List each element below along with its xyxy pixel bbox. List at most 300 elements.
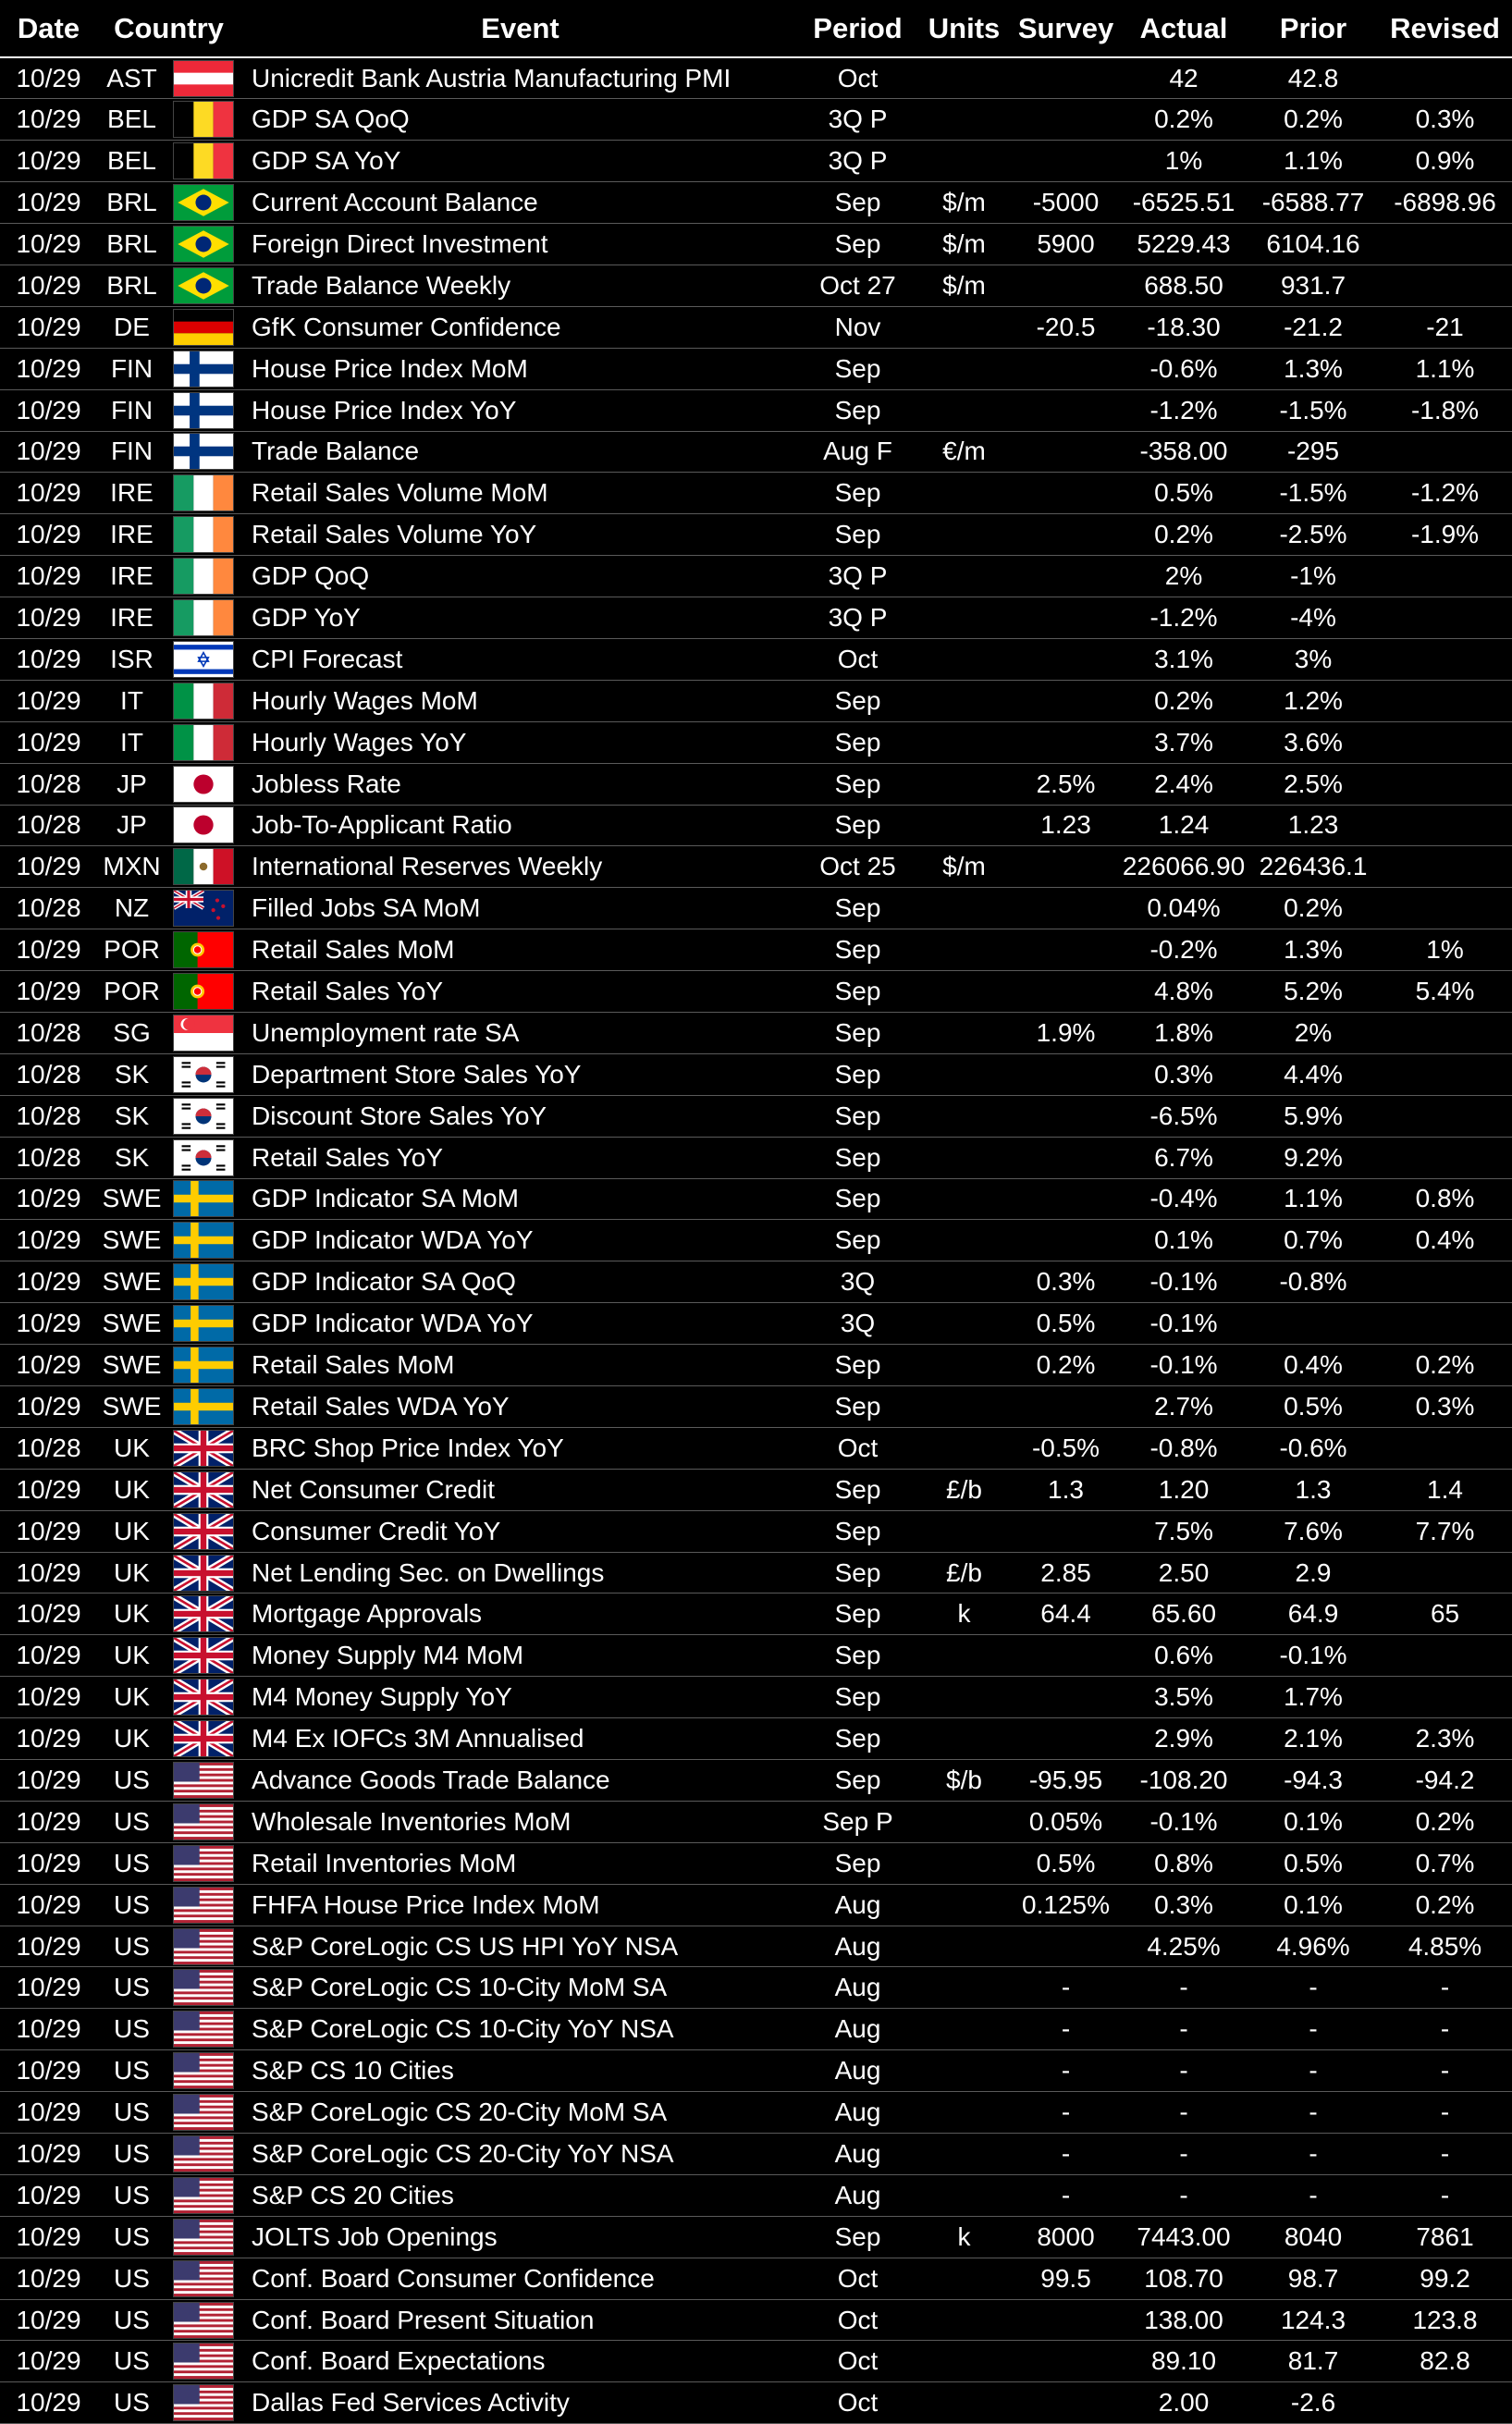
cell-actual: 5229.43 [1119, 224, 1248, 265]
cell-country: FIN [97, 389, 166, 431]
cell-prior: 8040 [1248, 2216, 1378, 2258]
cell-event: Trade Balance Weekly [240, 265, 800, 306]
cell-prior: 98.7 [1248, 2258, 1378, 2299]
cell-units [916, 2382, 1013, 2424]
usa-flag-icon [173, 2135, 234, 2172]
uk-flag-icon [173, 1430, 234, 1467]
cell-survey [1013, 514, 1119, 556]
cell-actual: 2.50 [1119, 1552, 1248, 1593]
cell-event: JOLTS Job Openings [240, 2216, 800, 2258]
cell-period: Sep [800, 2216, 916, 2258]
cell-prior [1248, 1303, 1378, 1345]
cell-flag [166, 638, 240, 680]
cell-date: 10/29 [0, 389, 97, 431]
table-row [0, 763, 1512, 805]
cell-event: Retail Sales YoY [240, 1137, 800, 1178]
cell-flag [166, 1178, 240, 1220]
cell-survey [1013, 846, 1119, 888]
cell-country: ISR [97, 638, 166, 680]
cell-country: IRE [97, 473, 166, 514]
cell-actual: -0.2% [1119, 929, 1248, 971]
table-row [0, 888, 1512, 929]
cell-country: NZ [97, 888, 166, 929]
table-row [0, 2174, 1512, 2216]
cell-prior: 5.2% [1248, 971, 1378, 1013]
cell-revised [1378, 638, 1512, 680]
cell-units [916, 2050, 1013, 2092]
cell-date: 10/28 [0, 1095, 97, 1137]
cell-survey [1013, 2382, 1119, 2424]
table-row [0, 224, 1512, 265]
cell-actual: 0.04% [1119, 888, 1248, 929]
table-row [0, 597, 1512, 639]
finland-flag-icon [173, 392, 234, 429]
cell-event: GDP QoQ [240, 556, 800, 597]
table-row [0, 1884, 1512, 1926]
cell-date: 10/28 [0, 805, 97, 846]
cell-actual: 42 [1119, 57, 1248, 99]
cell-prior: 1.3% [1248, 929, 1378, 971]
cell-prior: -21.2 [1248, 306, 1378, 348]
header-revised: Revised [1378, 0, 1512, 57]
cell-survey: 2.5% [1013, 763, 1119, 805]
table-row [0, 1303, 1512, 1345]
cell-period: Sep [800, 1137, 916, 1178]
header-prior: Prior [1248, 0, 1378, 57]
table-row [0, 1053, 1512, 1095]
cell-event: CPI Forecast [240, 638, 800, 680]
cell-prior: 9.2% [1248, 1137, 1378, 1178]
cell-actual: 1.20 [1119, 1469, 1248, 1510]
cell-country: US [97, 1760, 166, 1802]
cell-date: 10/29 [0, 1842, 97, 1884]
sweden-flag-icon [173, 1347, 234, 1384]
cell-units: £/b [916, 1552, 1013, 1593]
header-row [0, 0, 1512, 57]
cell-date: 10/28 [0, 1053, 97, 1095]
cell-event: Conf. Board Consumer Confidence [240, 2258, 800, 2299]
cell-country: SG [97, 1012, 166, 1053]
cell-event: Hourly Wages YoY [240, 721, 800, 763]
cell-units [916, 1261, 1013, 1303]
cell-period: Oct [800, 2258, 916, 2299]
cell-flag [166, 2174, 240, 2216]
cell-event: S&P CoreLogic CS 10-City YoY NSA [240, 2009, 800, 2050]
cell-date: 10/29 [0, 971, 97, 1013]
usa-flag-icon [173, 1762, 234, 1799]
cell-period: Oct [800, 57, 916, 99]
cell-actual: -1.2% [1119, 597, 1248, 639]
cell-survey [1013, 389, 1119, 431]
cell-survey: 5900 [1013, 224, 1119, 265]
cell-actual: 3.5% [1119, 1677, 1248, 1718]
cell-prior: -1.5% [1248, 389, 1378, 431]
cell-flag [166, 431, 240, 473]
cell-country: IRE [97, 556, 166, 597]
cell-prior: 2.1% [1248, 1718, 1378, 1760]
cell-flag [166, 1718, 240, 1760]
italy-flag-icon [173, 683, 234, 720]
cell-units: €/m [916, 431, 1013, 473]
cell-units [916, 929, 1013, 971]
cell-flag [166, 1677, 240, 1718]
cell-survey: - [1013, 2092, 1119, 2134]
cell-event: Retail Sales MoM [240, 929, 800, 971]
cell-survey: - [1013, 2009, 1119, 2050]
cell-flag [166, 888, 240, 929]
cell-units [916, 2174, 1013, 2216]
cell-actual: 6.7% [1119, 1137, 1248, 1178]
cell-date: 10/29 [0, 348, 97, 389]
cell-revised [1378, 1303, 1512, 1345]
cell-flag [166, 1510, 240, 1552]
table-row [0, 1386, 1512, 1428]
cell-country: US [97, 2134, 166, 2175]
cell-survey: -5000 [1013, 182, 1119, 224]
cell-units [916, 1053, 1013, 1095]
cell-revised [1378, 1635, 1512, 1677]
cell-period: Sep [800, 1095, 916, 1137]
cell-period: Sep [800, 1012, 916, 1053]
cell-flag [166, 2258, 240, 2299]
cell-actual: -6.5% [1119, 1095, 1248, 1137]
cell-units [916, 805, 1013, 846]
cell-event: S&P CoreLogic CS US HPI YoY NSA [240, 1926, 800, 1967]
uk-flag-icon [173, 1595, 234, 1632]
cell-units [916, 1427, 1013, 1469]
table-row [0, 1842, 1512, 1884]
cell-revised [1378, 1012, 1512, 1053]
cell-country: US [97, 2216, 166, 2258]
cell-country: UK [97, 1677, 166, 1718]
cell-units [916, 1842, 1013, 1884]
cell-survey: 1.3 [1013, 1469, 1119, 1510]
cell-units: $/m [916, 265, 1013, 306]
cell-actual: 0.2% [1119, 680, 1248, 721]
table-row [0, 2299, 1512, 2341]
cell-period: Sep [800, 1760, 916, 1802]
cell-event: GDP SA YoY [240, 141, 800, 182]
cell-event: Conf. Board Present Situation [240, 2299, 800, 2341]
cell-revised [1378, 1427, 1512, 1469]
cell-date: 10/29 [0, 2009, 97, 2050]
cell-date: 10/29 [0, 1178, 97, 1220]
table-row [0, 1469, 1512, 1510]
table-row [0, 141, 1512, 182]
cell-units [916, 1884, 1013, 1926]
cell-survey: 99.5 [1013, 2258, 1119, 2299]
cell-survey: 2.85 [1013, 1552, 1119, 1593]
cell-survey [1013, 721, 1119, 763]
cell-prior: 124.3 [1248, 2299, 1378, 2341]
cell-period: Sep [800, 1053, 916, 1095]
table-row [0, 1552, 1512, 1593]
table-row [0, 1677, 1512, 1718]
table-row [0, 99, 1512, 141]
cell-flag [166, 1137, 240, 1178]
cell-revised [1378, 846, 1512, 888]
cell-period: Sep [800, 763, 916, 805]
japan-flag-icon [173, 766, 234, 803]
cell-revised: - [1378, 2134, 1512, 2175]
cell-revised [1378, 265, 1512, 306]
cell-units [916, 2258, 1013, 2299]
cell-date: 10/29 [0, 2341, 97, 2382]
cell-country: MXN [97, 846, 166, 888]
cell-units [916, 141, 1013, 182]
header-date: Date [0, 0, 97, 57]
cell-revised [1378, 805, 1512, 846]
cell-country: BRL [97, 182, 166, 224]
table-header [0, 0, 1512, 57]
cell-country: US [97, 2299, 166, 2341]
cell-survey [1013, 1137, 1119, 1178]
cell-date: 10/29 [0, 431, 97, 473]
cell-period: Sep [800, 1635, 916, 1677]
cell-survey [1013, 556, 1119, 597]
cell-prior: 1.23 [1248, 805, 1378, 846]
cell-revised: 1.4 [1378, 1469, 1512, 1510]
cell-survey [1013, 638, 1119, 680]
cell-units [916, 721, 1013, 763]
cell-revised: -1.2% [1378, 473, 1512, 514]
cell-flag [166, 805, 240, 846]
cell-event: Job-To-Applicant Ratio [240, 805, 800, 846]
cell-prior: -94.3 [1248, 1760, 1378, 1802]
cell-event: Dallas Fed Services Activity [240, 2382, 800, 2424]
table-row [0, 556, 1512, 597]
cell-actual: 7.5% [1119, 1510, 1248, 1552]
cell-event: Foreign Direct Investment [240, 224, 800, 265]
cell-period: Aug F [800, 431, 916, 473]
cell-actual: 0.6% [1119, 1635, 1248, 1677]
cell-units [916, 763, 1013, 805]
cell-units [916, 2092, 1013, 2134]
cell-actual: 2.00 [1119, 2382, 1248, 2424]
cell-actual: 138.00 [1119, 2299, 1248, 2341]
israel-flag-icon [173, 641, 234, 678]
cell-country: US [97, 2092, 166, 2134]
table-row [0, 431, 1512, 473]
usa-flag-icon [173, 1928, 234, 1965]
cell-country: DE [97, 306, 166, 348]
cell-revised: 0.3% [1378, 1386, 1512, 1428]
table-row [0, 1095, 1512, 1137]
table-row [0, 1220, 1512, 1261]
cell-country: IT [97, 680, 166, 721]
cell-country: UK [97, 1469, 166, 1510]
table-row [0, 971, 1512, 1013]
cell-country: FIN [97, 431, 166, 473]
cell-revised [1378, 680, 1512, 721]
cell-actual: 2.4% [1119, 763, 1248, 805]
table-row [0, 1635, 1512, 1677]
cell-event: S&P CS 10 Cities [240, 2050, 800, 2092]
cell-period: 3Q P [800, 597, 916, 639]
cell-actual: 688.50 [1119, 265, 1248, 306]
cell-actual: 0.3% [1119, 1884, 1248, 1926]
usa-flag-icon [173, 1803, 234, 1840]
cell-flag [166, 2382, 240, 2424]
cell-actual: 2% [1119, 556, 1248, 597]
cell-country: SWE [97, 1303, 166, 1345]
cell-date: 10/29 [0, 2258, 97, 2299]
south-korea-flag-icon [173, 1139, 234, 1176]
table-row [0, 182, 1512, 224]
cell-survey [1013, 1718, 1119, 1760]
cell-prior: 6104.16 [1248, 224, 1378, 265]
table-row [0, 57, 1512, 99]
cell-revised [1378, 2382, 1512, 2424]
cell-period: Aug [800, 2009, 916, 2050]
cell-revised: - [1378, 2050, 1512, 2092]
cell-survey: 0.125% [1013, 1884, 1119, 1926]
table-row [0, 2050, 1512, 2092]
cell-period: Sep [800, 971, 916, 1013]
cell-event: Unemployment rate SA [240, 1012, 800, 1053]
cell-revised: 0.4% [1378, 1220, 1512, 1261]
cell-revised [1378, 1053, 1512, 1095]
cell-event: Trade Balance [240, 431, 800, 473]
cell-date: 10/29 [0, 1469, 97, 1510]
cell-period: Oct [800, 1427, 916, 1469]
ireland-flag-icon [173, 474, 234, 511]
cell-prior: - [1248, 1967, 1378, 2009]
cell-units [916, 2341, 1013, 2382]
cell-revised: 123.8 [1378, 2299, 1512, 2341]
cell-survey: 0.5% [1013, 1842, 1119, 1884]
cell-units [916, 389, 1013, 431]
table-row [0, 514, 1512, 556]
south-korea-flag-icon [173, 1056, 234, 1093]
cell-actual: 7443.00 [1119, 2216, 1248, 2258]
cell-revised: - [1378, 1967, 1512, 2009]
cell-period: Aug [800, 2134, 916, 2175]
cell-date: 10/29 [0, 597, 97, 639]
cell-revised: 0.7% [1378, 1842, 1512, 1884]
cell-period: Sep [800, 1593, 916, 1635]
cell-survey [1013, 1677, 1119, 1718]
cell-revised: - [1378, 2009, 1512, 2050]
uk-flag-icon [173, 1679, 234, 1716]
cell-actual: -6525.51 [1119, 182, 1248, 224]
cell-prior: -6588.77 [1248, 182, 1378, 224]
cell-period: Sep [800, 1345, 916, 1386]
singapore-flag-icon [173, 1015, 234, 1052]
cell-actual: 1% [1119, 141, 1248, 182]
header-event: Event [240, 0, 800, 57]
cell-event: FHFA House Price Index MoM [240, 1884, 800, 1926]
uk-flag-icon [173, 1720, 234, 1757]
cell-country: US [97, 2009, 166, 2050]
cell-prior: 1.7% [1248, 1677, 1378, 1718]
portugal-flag-icon [173, 973, 234, 1010]
cell-flag [166, 971, 240, 1013]
cell-country: UK [97, 1593, 166, 1635]
cell-units [916, 57, 1013, 99]
cell-flag [166, 763, 240, 805]
cell-flag [166, 1760, 240, 1802]
cell-date: 10/29 [0, 1718, 97, 1760]
cell-flag [166, 1884, 240, 1926]
cell-units [916, 1801, 1013, 1842]
cell-prior: -0.6% [1248, 1427, 1378, 1469]
cell-date: 10/28 [0, 1137, 97, 1178]
table-row [0, 2216, 1512, 2258]
cell-units [916, 1677, 1013, 1718]
table-row [0, 265, 1512, 306]
cell-event: House Price Index YoY [240, 389, 800, 431]
cell-date: 10/29 [0, 57, 97, 99]
cell-date: 10/29 [0, 721, 97, 763]
cell-date: 10/29 [0, 2174, 97, 2216]
table-row [0, 2092, 1512, 2134]
cell-prior: -0.8% [1248, 1261, 1378, 1303]
table-body [0, 57, 1512, 2424]
header-survey: Survey [1013, 0, 1119, 57]
cell-survey: -20.5 [1013, 306, 1119, 348]
cell-period: Sep [800, 805, 916, 846]
cell-event: BRC Shop Price Index YoY [240, 1427, 800, 1469]
cell-flag [166, 721, 240, 763]
cell-event: GfK Consumer Confidence [240, 306, 800, 348]
cell-event: Conf. Board Expectations [240, 2341, 800, 2382]
cell-survey: - [1013, 2134, 1119, 2175]
cell-revised: 4.85% [1378, 1926, 1512, 1967]
cell-period: 3Q P [800, 141, 916, 182]
cell-event: House Price Index MoM [240, 348, 800, 389]
cell-prior: 1.1% [1248, 141, 1378, 182]
cell-country: UK [97, 1510, 166, 1552]
finland-flag-icon [173, 433, 234, 470]
cell-survey: 8000 [1013, 2216, 1119, 2258]
cell-country: UK [97, 1635, 166, 1677]
table-row [0, 389, 1512, 431]
usa-flag-icon [173, 2052, 234, 2089]
cell-period: 3Q [800, 1261, 916, 1303]
uk-flag-icon [173, 1555, 234, 1592]
usa-flag-icon [173, 2384, 234, 2421]
cell-date: 10/29 [0, 306, 97, 348]
cell-prior: 0.1% [1248, 1801, 1378, 1842]
cell-flag [166, 846, 240, 888]
cell-event: Mortgage Approvals [240, 1593, 800, 1635]
cell-flag [166, 1552, 240, 1593]
cell-country: AST [97, 57, 166, 99]
usa-flag-icon [173, 2094, 234, 2131]
cell-survey: 0.3% [1013, 1261, 1119, 1303]
cell-flag [166, 306, 240, 348]
cell-country: US [97, 2174, 166, 2216]
cell-event: International Reserves Weekly [240, 846, 800, 888]
cell-country: BEL [97, 141, 166, 182]
cell-event: M4 Ex IOFCs 3M Annualised [240, 1718, 800, 1760]
cell-units [916, 597, 1013, 639]
cell-event: GDP Indicator WDA YoY [240, 1303, 800, 1345]
cell-survey: - [1013, 2050, 1119, 2092]
cell-units: k [916, 1593, 1013, 1635]
table-row [0, 1967, 1512, 2009]
cell-actual: 1.24 [1119, 805, 1248, 846]
table-row [0, 846, 1512, 888]
table-row [0, 1926, 1512, 1967]
cell-flag [166, 2341, 240, 2382]
cell-period: Aug [800, 2092, 916, 2134]
cell-date: 10/28 [0, 1427, 97, 1469]
cell-period: Sep [800, 1842, 916, 1884]
cell-actual: - [1119, 2092, 1248, 2134]
cell-event: GDP YoY [240, 597, 800, 639]
